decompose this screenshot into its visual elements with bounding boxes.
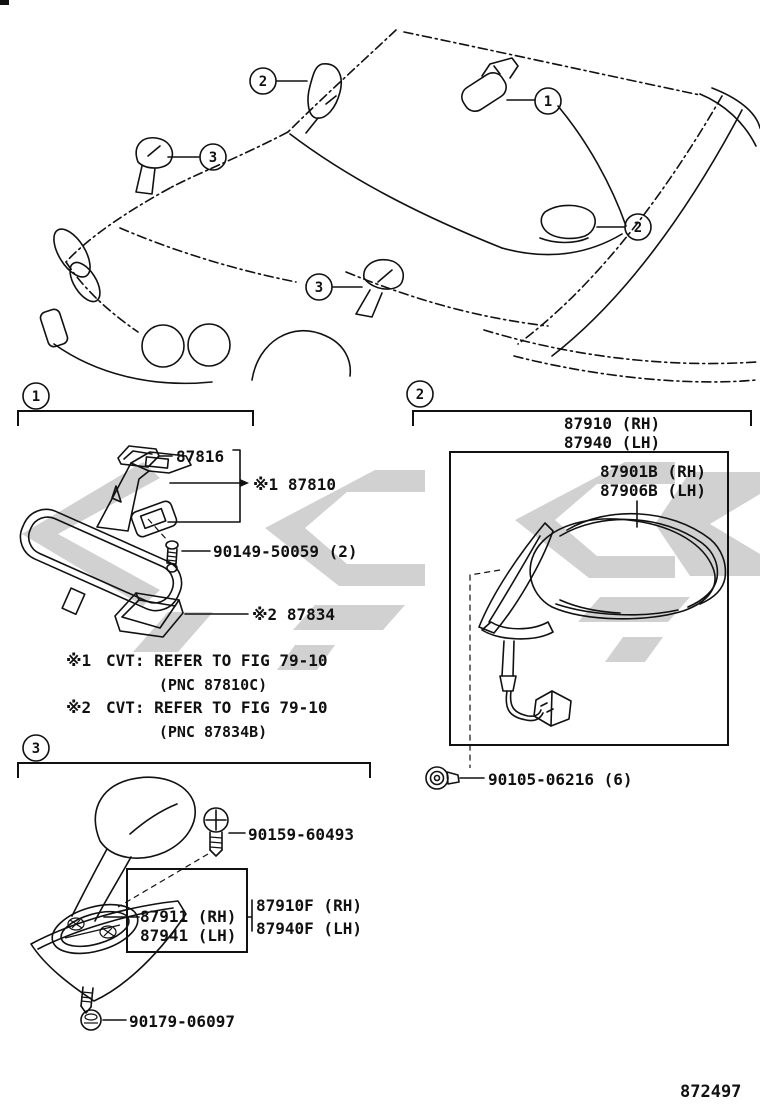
section-1-callout-label: 1 (31, 389, 41, 405)
inner-mirror-sketch (458, 58, 518, 115)
part-label-90149: 90149-50059 (2) (213, 542, 358, 561)
part-label-87910f: 87910F (RH) (256, 896, 362, 915)
part-label-87906b: 87906B (LH) (600, 481, 706, 500)
callout-2-right-label: 2 (633, 220, 643, 236)
fender-mirror-left-sketch (136, 138, 172, 194)
car-overview-sketch (39, 30, 760, 383)
note-1-text: CVT: REFER TO FIG 79-10 (106, 651, 328, 670)
callout-1-top-label: 1 (543, 94, 553, 110)
section-2-door-mirror (407, 381, 751, 789)
section-3-fender-mirror (18, 735, 370, 1031)
door-mirror-right-sketch (540, 205, 595, 242)
note-2-text: CVT: REFER TO FIG 79-10 (106, 698, 328, 717)
section-3-bracket (18, 763, 370, 777)
note-1-pnc: (PNC 87810C) (158, 676, 268, 694)
part-label-87816: 87816 (176, 447, 225, 466)
part-label-87940: 87940 (LH) (563, 433, 661, 452)
callout-3-left-label: 3 (208, 150, 218, 166)
arrowhead-87810 (240, 479, 249, 487)
cvt-notes (66, 651, 328, 741)
section-3-callout-label: 3 (31, 741, 41, 757)
part-label-90105: 90105-06216 (6) (488, 770, 633, 789)
corner-mark (0, 0, 9, 5)
callout-3-bottom-label: 3 (314, 280, 324, 296)
screw-90105-icon (426, 767, 459, 789)
part-label-87941: 87941 (LH) (140, 926, 237, 945)
callout-2-right (597, 214, 651, 240)
note-1-ref: ※1 (66, 651, 92, 670)
callout-3-bottom (306, 274, 362, 300)
part-label-90159: 90159-60493 (248, 825, 354, 844)
callout-1-top (507, 88, 561, 114)
nut-90179-icon (81, 1010, 101, 1030)
part-label-87940f: 87940F (LH) (256, 919, 362, 938)
fender-mirror-bottom-sketch (356, 260, 403, 317)
part-label-87834: ※2 87834 (252, 605, 335, 624)
section-1-inner-mirror (13, 383, 358, 741)
part-label-87901b: 87901B (RH) (600, 462, 706, 481)
note-2-ref: ※2 (66, 698, 92, 717)
note-2-pnc: (PNC 87834B) (158, 723, 268, 741)
section-2-callout-label: 2 (415, 387, 425, 403)
callout-2-top-label: 2 (258, 74, 268, 90)
part-label-90179: 90179-06097 (129, 1012, 235, 1031)
part-label-87910: 87910 (RH) (563, 414, 661, 433)
drawing-number: 872497 (680, 1082, 742, 1102)
part-label-87911: 87911 (RH) (140, 907, 237, 926)
fender-mirror-drawing (31, 777, 228, 1013)
callout-2-top (250, 68, 307, 94)
section-1-bracket (18, 411, 253, 425)
part-label-87810: ※1 87810 (253, 475, 336, 494)
